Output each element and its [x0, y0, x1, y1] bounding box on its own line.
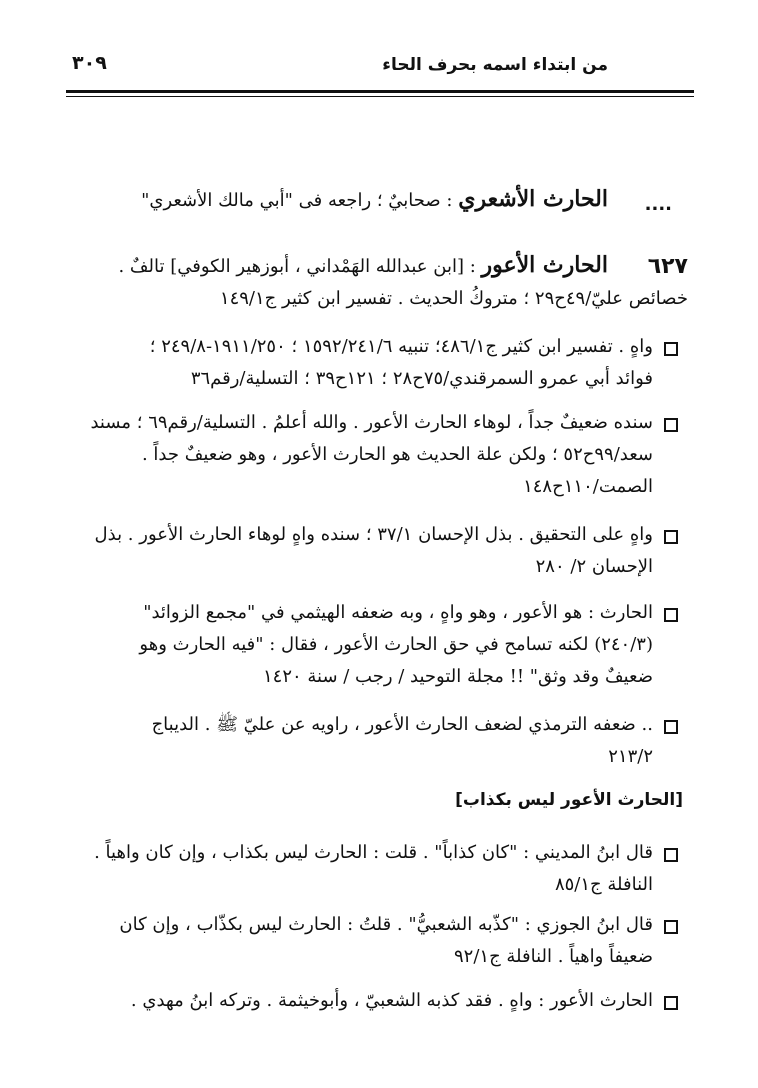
bullet-checkbox-icon [664, 418, 678, 432]
entry-awar-desc: : [ابن عبدالله الهَمْداني ، أبوزهير الكوفي] تالفٌ . [118, 256, 476, 277]
entry-awar-name: الحارث الأعور [481, 252, 608, 278]
list-item-line: ٢١٣/٢ [608, 746, 653, 767]
list-item-line: واهٍ . تفسير ابن كثير ج٤٨٦/١؛ تنبيه ١٥٩٢/٢٤١/٦ ؛ ١٩١١/٢٥٠-٢٤٩/٨ ؛ [149, 336, 653, 357]
bullet-checkbox-icon [664, 848, 678, 862]
entry-number: ٦٢٧ [647, 254, 688, 279]
section-subheading: [الحارث الأعور ليس بكذاب] [455, 790, 683, 810]
list-item-line: قال ابنُ الجوزي : "كذّبه الشعبيُّ" . قلتُ : الحارث ليس بكذّاب ، وإن كان [119, 914, 653, 935]
list-item-line: ضعيفٌ وقد وثق" !! مجلة التوحيد / رجب / سنة ١٤٢٠ [262, 666, 653, 687]
page-number: ٣٠٩ [72, 52, 107, 74]
entry-awar-line2: خصائص عليّ/٤٩ح٢٩ ؛ متروكُ الحديث . تفسير ابن كثير ج١٤٩/١ [219, 288, 688, 309]
list-item-line: سعد/٩٩ح٥٢ ؛ ولكن علة الحديث هو الحارث الأعور ، وهو ضعيفٌ جداً . [141, 444, 653, 465]
list-item-line: قال ابنُ المديني : "كان كذاباً" . قلت : الحارث ليس بكذاب ، وإن كان واهياً . [94, 842, 653, 863]
bullet-checkbox-icon [664, 530, 678, 544]
bullet-checkbox-icon [664, 996, 678, 1010]
header-rule-thick [66, 90, 694, 93]
list-item-line: سنده ضعيفٌ جداً ، لوهاء الحارث الأعور . والله أعلمُ . التسلية/رقم٦٩ ؛ مسند [90, 412, 653, 433]
list-item-line: .. ضعفه الترمذي لضعف الحارث الأعور ، راويه عن عليّ ﷺ . الديباج [151, 714, 653, 735]
list-item-line: الحارث الأعور : واهٍ . فقد كذبه الشعبيّ ، وأبوخيثمة . وتركه ابنُ مهدي . [130, 990, 653, 1011]
list-item-line: الحارث : هو الأعور ، وهو واهٍ ، وبه ضعفه الهيثمي في "مجمع الزوائد" [143, 602, 653, 623]
entry-ashari-text: : صحابيٌ ؛ راجعه فى "أبي مالك الأشعري" [141, 190, 453, 211]
bullet-checkbox-icon [664, 920, 678, 934]
list-item-line: ضعيفاً واهياً . النافلة ج٩٢/١ [453, 946, 653, 967]
list-item-line: فوائد أبي عمرو السمرقندي/٧٥ح٢٨ ؛ ١٢١ح٣٩ ؛ التسلية/رقم٣٦ [190, 368, 653, 389]
entry-ashari-name: الحارث الأشعري [458, 186, 608, 212]
header-rule-thin [66, 96, 694, 97]
bullet-checkbox-icon [664, 720, 678, 734]
running-header-title: من ابتداء اسمه بحرف الحاء [382, 55, 608, 75]
entry-awar-heading [118, 250, 608, 282]
list-item-line: النافلة ج٨٥/١ [554, 874, 653, 895]
list-item-line: واهٍ على التحقيق . بذل الإحسان ٣٧/١ ؛ سنده واهٍ لوهاء الحارث الأعور . بذل [94, 524, 653, 545]
list-item-line: الصمت/١١٠ح١٤٨ [523, 476, 653, 497]
entry-ashari [141, 184, 608, 216]
list-item-line: الإحسان ٢/ ٢٨٠ [535, 556, 653, 577]
entry-dots: .... [644, 194, 672, 215]
bullet-checkbox-icon [664, 608, 678, 622]
list-item-line: (٢٤٠/٣) لكنه تسامح في حق الحارث الأعور ، فقال : "فيه الحارث وهو [139, 634, 653, 655]
bullet-checkbox-icon [664, 342, 678, 356]
